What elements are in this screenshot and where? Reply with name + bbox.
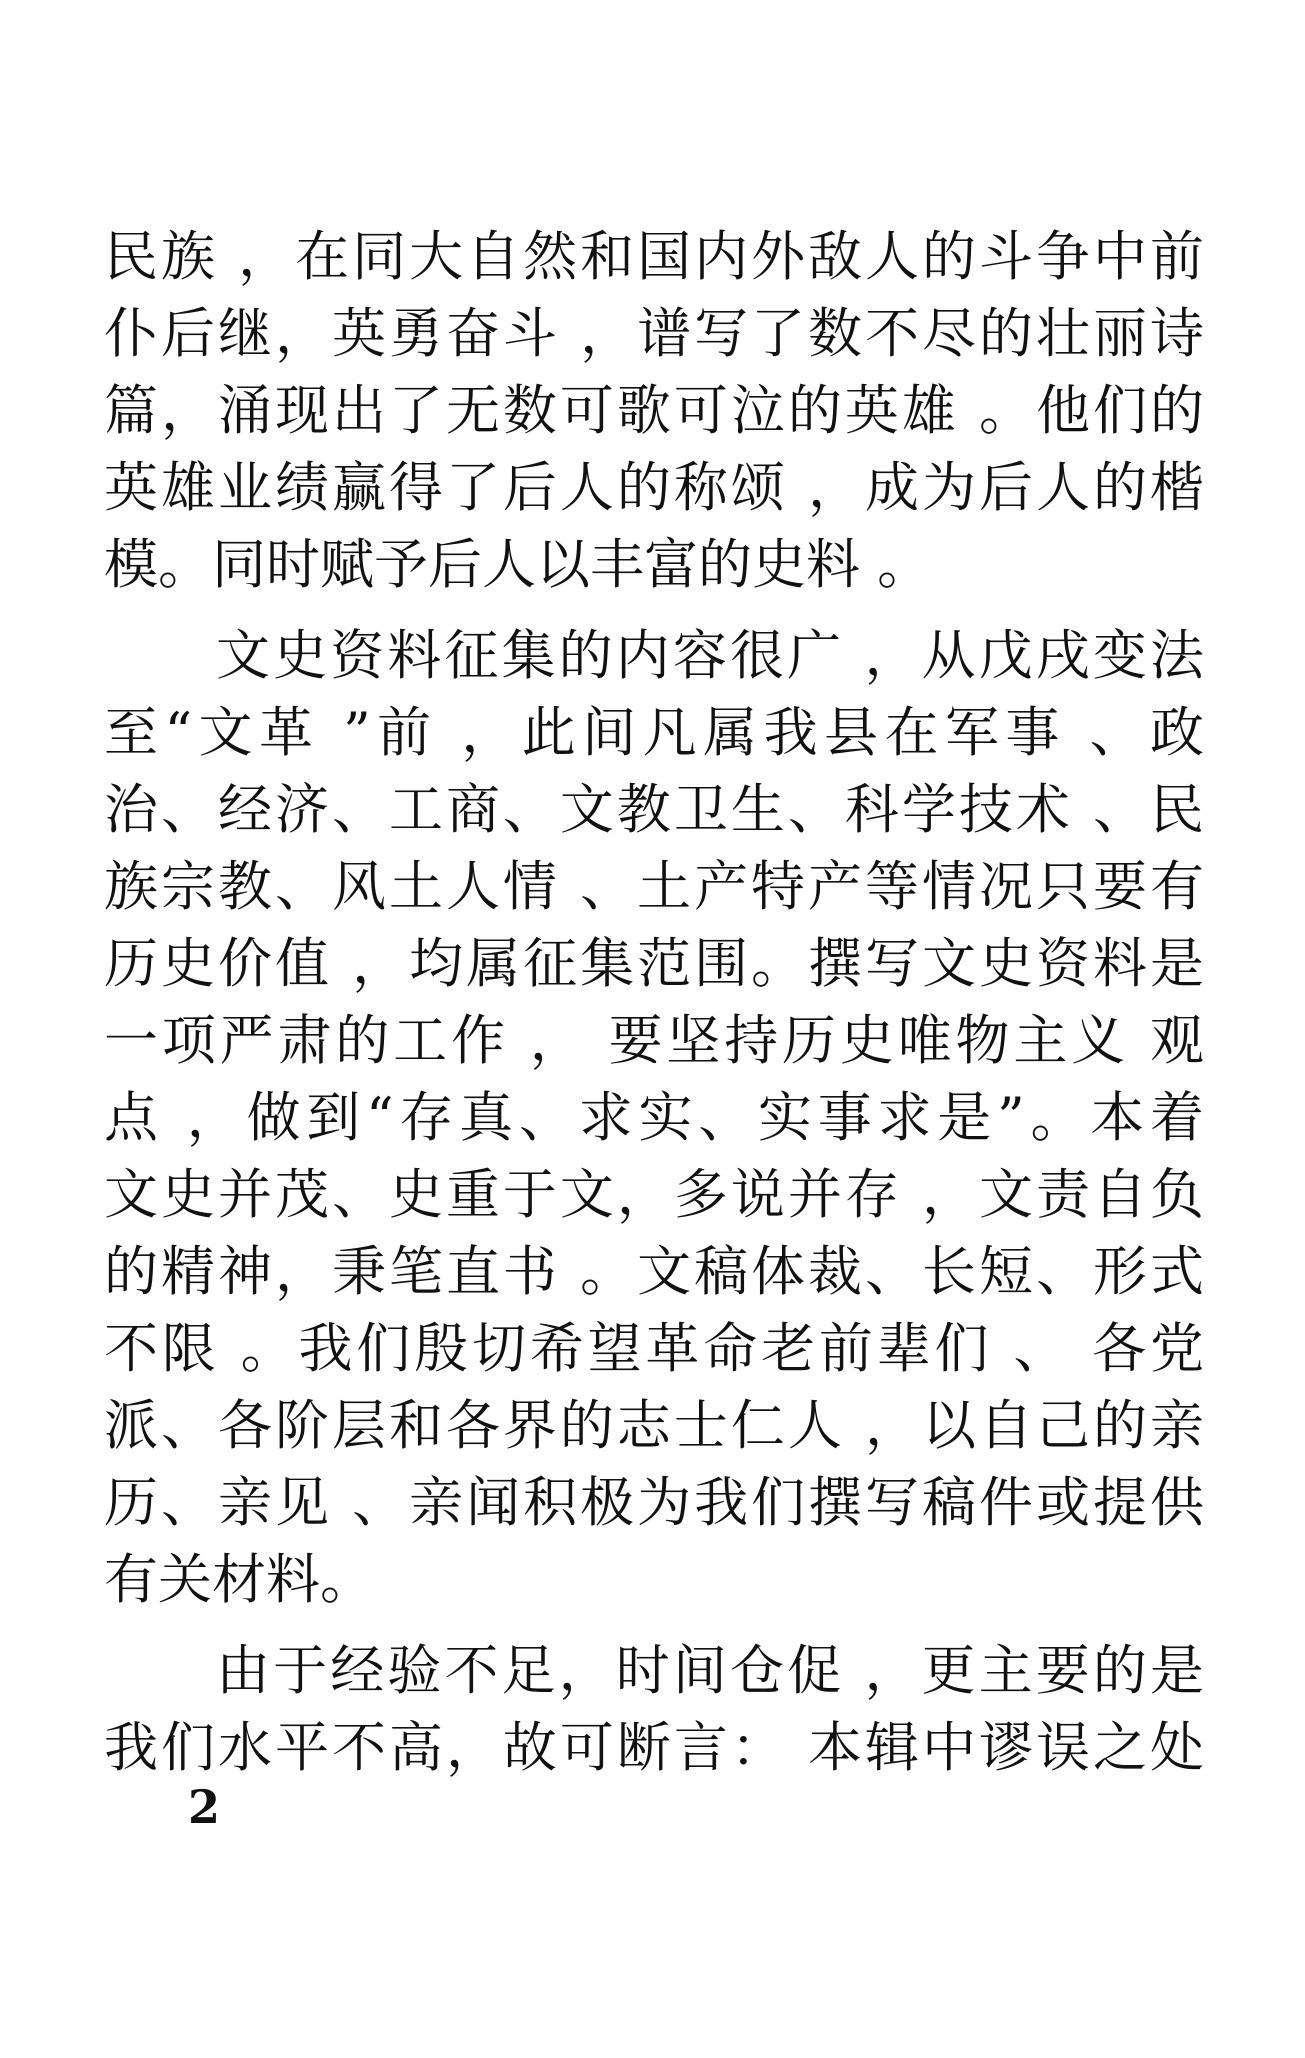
body-text (104, 218, 1204, 1786)
text-line: 文史并茂、史重于文，多说并存 ，文责自负 (104, 1163, 1204, 1226)
text-line: 族宗教、风土人情 、土产特产等情况只要有 (104, 855, 1204, 918)
text-line: 英雄业绩赢得了后人的称颂 ，成为后人的楷 (104, 456, 1204, 519)
text-line: 民族 ，在同大自然和国内外敌人的斗争中前 (104, 225, 1204, 288)
text-line: 派、各阶层和各界的志士仁人 ，以自己的亲 (104, 1394, 1204, 1457)
text-line: 模。同时赋予后人以丰富的史料 。 (104, 533, 932, 596)
text-line: 文史资料征集的内容很广 ，从戊戌变法 (216, 624, 1204, 687)
paragraph-gap (104, 1618, 1204, 1632)
text-line: 一项严肃的工作 ， 要坚持历史唯物主义 观 (104, 1009, 1204, 1072)
text-line: 治、经济、工商、文教卫生、科学技术 、民 (104, 778, 1204, 841)
text-line: 点 ，做到“存真、求实、实事求是”。本着 (104, 1086, 1204, 1149)
text-line: 的精神，秉笔直书 。文稿体裁、长短、形式 (104, 1240, 1204, 1303)
text-line: 我们水平不高，故可断言： 本辑中谬误之处 (104, 1716, 1204, 1779)
paragraph-2 (104, 617, 1204, 1618)
page-number: 2 (188, 1780, 221, 1834)
text-line: 至“文革 ”前 ，此间凡属我县在军事 、政 (104, 701, 1204, 764)
text-line: 历、亲见 、亲闻积极为我们撰写稿件或提供 (104, 1471, 1204, 1534)
paragraph-3 (104, 1632, 1204, 1786)
text-line: 有关材料。 (104, 1548, 374, 1611)
paragraph-gap (104, 603, 1204, 617)
text-line: 仆后继，英勇奋斗 ，谱写了数不尽的壮丽诗 (104, 302, 1204, 365)
text-line: 历史价值 ，均属征集范围。撰写文史资料是 (104, 932, 1204, 995)
paragraph-1 (104, 218, 1204, 603)
text-line: 由于经验不足，时间仓促 ，更主要的是 (216, 1639, 1204, 1702)
text-line: 不限 。我们殷切希望革命老前辈们 、 各党 (104, 1317, 1204, 1380)
text-line: 篇，涌现出了无数可歌可泣的英雄 。他们的 (104, 379, 1204, 442)
